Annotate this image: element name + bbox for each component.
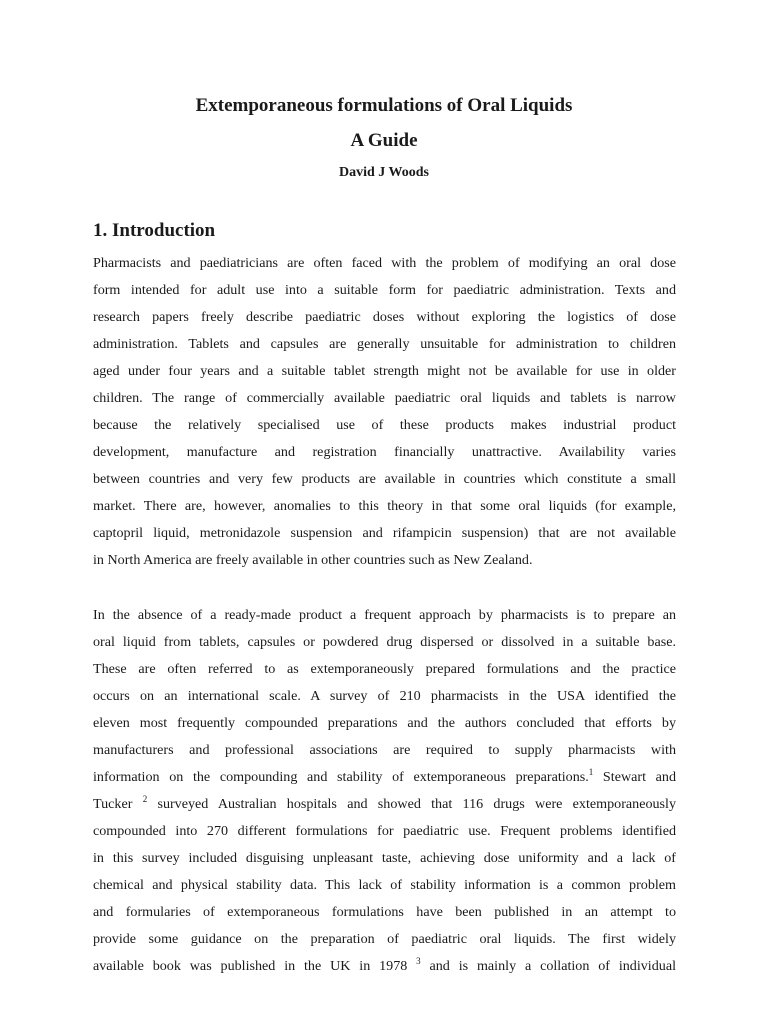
paragraph-line: chemical and physical stability data. This lack of stability information is a common problem	[93, 877, 676, 893]
paragraph-1	[93, 250, 676, 574]
paragraph-line: market. There are, however, anomalies to this theory in that some oral liquids (for example,	[93, 498, 676, 514]
document-author: David J Woods	[339, 165, 429, 180]
paragraph-line: in North America are freely available in other countries such as New Zealand.	[93, 552, 533, 568]
line-text: and is mainly a collation of individual	[420, 958, 676, 974]
document-title: Extemporaneous formulations of Oral Liquids	[195, 95, 573, 116]
paragraph-line	[93, 791, 676, 818]
paragraph-line: compounded into 270 different formulations for paediatric use. Frequent problems identified	[93, 823, 676, 839]
paragraph-2	[93, 602, 676, 980]
paragraph-line: development, manufacture and registration financially unattractive. Availability varies	[93, 444, 676, 460]
paragraph-line: These are often referred to as extemporaneously prepared formulations and the practice	[93, 661, 676, 677]
paragraph-line: In the absence of a ready-made product a frequent approach by pharmacists is to prepare an	[93, 607, 676, 623]
paragraph-line: provide some guidance on the preparation of paediatric oral liquids. The first widely	[93, 931, 676, 947]
paragraph-line: captopril liquid, metronidazole suspension and rifampicin suspension) that are not available	[93, 525, 676, 541]
paragraph-line: between countries and very few products are available in countries which constitute a small	[93, 471, 676, 487]
paragraph-line	[93, 764, 676, 791]
paragraph-line: oral liquid from tablets, capsules or powdered drug dispersed or dissolved in a suitable base.	[93, 634, 676, 650]
paragraph-line: occurs on an international scale. A survey of 210 pharmacists in the USA identified the	[93, 688, 676, 704]
paragraph-line: manufacturers and professional associations are required to supply pharmacists with	[93, 742, 676, 758]
paragraph-line: form intended for adult use into a suitable form for paediatric administration. Texts and	[93, 282, 676, 298]
line-text: available book was published in the UK in 1978	[93, 958, 417, 974]
paragraph-line: eleven most frequently compounded preparations and the authors concluded that efforts by	[93, 715, 676, 731]
paragraph-line: in this survey included disguising unpleasant taste, achieving dose uniformity and a lack of	[93, 850, 676, 866]
paragraph-line	[93, 953, 676, 980]
paragraph-line: and formularies of extemporaneous formulations have been published in an attempt to	[93, 904, 676, 920]
line-text: Stewart and	[593, 769, 677, 785]
reference-marker: 1	[588, 767, 594, 777]
line-text: information on the compounding and stability of extemporaneous preparations.	[93, 769, 589, 785]
paragraph-line: Pharmacists and paediatricians are often faced with the problem of modifying an oral dose	[93, 255, 676, 271]
paragraph-line: aged under four years and a suitable tablet strength might not be available for use in older	[93, 363, 676, 379]
paragraph-line: because the relatively specialised use of these products makes industrial product	[93, 417, 676, 433]
section-heading: 1. Introduction	[93, 220, 216, 241]
paragraph-line: children. The range of commercially available paediatric oral liquids and tablets is narrow	[93, 390, 676, 406]
document-subtitle: A Guide	[350, 130, 418, 151]
line-text: surveyed Australian hospitals and showed that 116 drugs were extemporaneously	[147, 796, 676, 812]
reference-marker: 2	[142, 794, 148, 804]
reference-marker: 3	[416, 956, 421, 966]
line-text: Tucker	[93, 796, 143, 812]
paragraph-line: administration. Tablets and capsules are generally unsuitable for administration to children	[93, 336, 676, 352]
paragraph-line: research papers freely describe paediatric doses without exploring the logistics of dose	[93, 309, 676, 325]
